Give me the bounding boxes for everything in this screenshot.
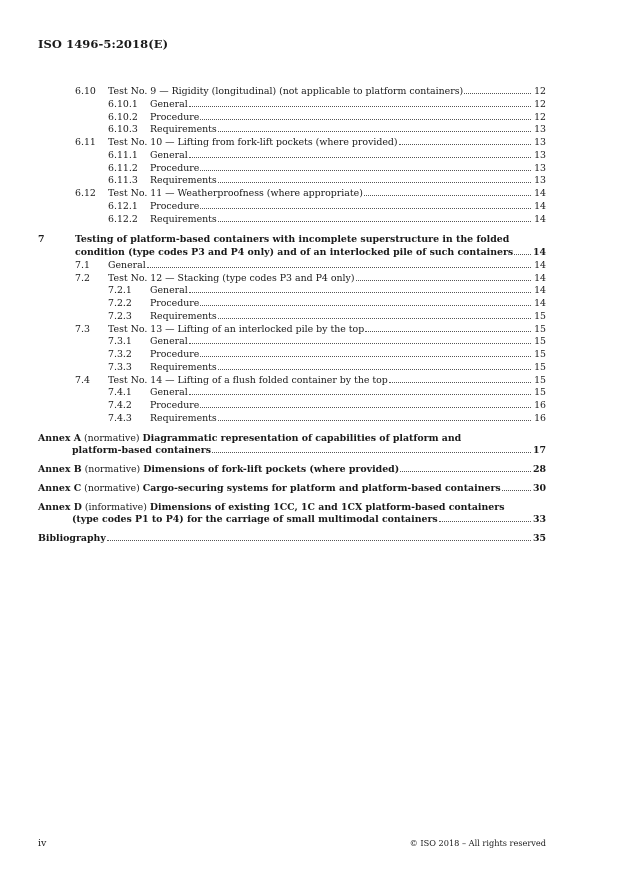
toc-entry[interactable] bbox=[0, 413, 620, 426]
annex-label: Annex D bbox=[38, 501, 82, 513]
toc-entry[interactable] bbox=[0, 112, 620, 125]
toc-entry[interactable] bbox=[0, 214, 620, 227]
toc-number: 6.12.2 bbox=[108, 213, 138, 225]
toc-entry[interactable] bbox=[0, 260, 620, 273]
toc-page: 12 bbox=[534, 111, 546, 123]
leader-dots bbox=[464, 92, 531, 94]
toc-page: 13 bbox=[534, 175, 546, 187]
toc-title: Procedure bbox=[150, 298, 200, 309]
leader-dots bbox=[400, 470, 531, 472]
toc-entry[interactable] bbox=[0, 362, 620, 375]
leader-dots bbox=[200, 406, 531, 408]
toc-entry[interactable] bbox=[0, 99, 620, 112]
toc-title: General bbox=[150, 149, 188, 161]
toc-entry[interactable] bbox=[0, 163, 620, 176]
leader-dots bbox=[218, 130, 531, 132]
toc-number: 7.2.2 bbox=[108, 298, 132, 309]
leader-dots bbox=[189, 156, 531, 158]
toc-number: 7.3.2 bbox=[108, 349, 132, 360]
toc-title: General bbox=[150, 285, 188, 297]
toc-entry[interactable] bbox=[0, 124, 620, 137]
toc-title: Requirements bbox=[150, 175, 217, 187]
leader-dots bbox=[200, 304, 531, 306]
toc-number: 6.11.1 bbox=[108, 149, 138, 161]
toc-page: 12 bbox=[534, 86, 546, 97]
toc-entry[interactable] bbox=[0, 201, 620, 214]
toc-title: General bbox=[150, 387, 188, 399]
toc-title-line-1: Testing of platform-based containers with incomplete superstructure in the folded bbox=[75, 234, 510, 246]
toc-number: 7.4.2 bbox=[108, 400, 132, 411]
toc-page: 16 bbox=[534, 400, 546, 411]
leader-dots bbox=[218, 220, 531, 222]
annex-kind: (informative) bbox=[84, 501, 147, 513]
toc-title-line-2: condition (type codes P3 and P4 only) and of an interlocked pile of such containers bbox=[75, 247, 514, 258]
toc-entry[interactable] bbox=[0, 375, 620, 388]
toc-entry[interactable] bbox=[0, 175, 620, 188]
toc-title: Requirements bbox=[150, 412, 217, 424]
toc-number: 6.11.2 bbox=[108, 162, 138, 174]
toc-page: 14 bbox=[532, 247, 546, 258]
toc-bibliography[interactable] bbox=[0, 533, 620, 546]
leader-dots bbox=[439, 520, 531, 522]
leader-dots bbox=[399, 143, 531, 145]
leader-dots bbox=[189, 342, 531, 344]
toc-entry[interactable] bbox=[0, 400, 620, 413]
toc-annex-a[interactable] bbox=[0, 433, 620, 459]
leader-dots bbox=[218, 181, 531, 183]
annex-label: Annex B bbox=[38, 464, 82, 475]
toc-entry[interactable] bbox=[0, 188, 620, 201]
toc-page: 28 bbox=[532, 464, 546, 475]
leader-dots bbox=[218, 317, 531, 319]
toc-page: 13 bbox=[534, 162, 546, 174]
toc-title: Requirements bbox=[150, 361, 217, 373]
annex-title: Dimensions of fork-lift pockets (where provided) bbox=[143, 464, 400, 475]
leader-dots bbox=[218, 419, 531, 421]
toc-page: 33 bbox=[532, 514, 546, 526]
page-number: iv bbox=[38, 838, 47, 849]
toc-page: 30 bbox=[532, 482, 546, 494]
toc-number: 6.11 bbox=[75, 137, 96, 148]
toc-title: Test No. 13 — Lifting of an interlocked pile by the top bbox=[108, 323, 365, 335]
toc-entry[interactable] bbox=[0, 387, 620, 400]
toc-entry[interactable] bbox=[0, 336, 620, 349]
toc-title: Requirements bbox=[150, 213, 217, 225]
annex-label: Annex C bbox=[38, 482, 82, 494]
toc-entry[interactable] bbox=[0, 349, 620, 362]
annex-title-line-1: Diagrammatic representation of capabilities of platform and bbox=[142, 432, 462, 444]
toc-title: General bbox=[150, 98, 188, 110]
toc-number: 7.4.1 bbox=[108, 387, 132, 399]
toc-number: 7.2 bbox=[75, 272, 90, 284]
annex-title-line-2: (type codes P1 to P4) for the carriage of small multimodal containers bbox=[72, 514, 438, 526]
toc-page: 14 bbox=[534, 200, 546, 212]
toc-page: 15 bbox=[534, 374, 546, 386]
toc-title: General bbox=[150, 336, 188, 348]
leader-dots bbox=[502, 489, 531, 491]
toc-section-6 bbox=[0, 86, 620, 226]
leader-dots bbox=[389, 381, 531, 383]
toc-number: 6.10 bbox=[75, 86, 96, 97]
copyright-notice: © ISO 2018 – All rights reserved bbox=[409, 838, 546, 848]
toc-title: Test No. 9 — Rigidity (longitudinal) (not applicable to platform containers) bbox=[108, 86, 464, 97]
toc-page: 14 bbox=[534, 272, 546, 284]
toc-number: 7.3.1 bbox=[108, 336, 132, 348]
annex-title-line-1: Dimensions of existing 1CC, 1C and 1CX platform-based containers bbox=[149, 501, 505, 513]
toc-page: 14 bbox=[534, 285, 546, 297]
document-id: ISO 1496-5:2018(E) bbox=[38, 37, 169, 51]
leader-dots bbox=[356, 279, 532, 281]
toc-page: 15 bbox=[534, 323, 546, 335]
toc-title: Test No. 14 — Lifting of a flush folded container by the top bbox=[108, 374, 388, 386]
leader-dots bbox=[364, 194, 531, 196]
toc-page: 16 bbox=[534, 412, 546, 424]
toc-number: 6.10.2 bbox=[108, 111, 138, 123]
toc-number: 6.11.3 bbox=[108, 175, 138, 187]
annex-title-line-2: platform-based containers bbox=[72, 445, 211, 457]
leader-dots bbox=[147, 266, 531, 268]
toc-section-7-entries bbox=[0, 260, 620, 426]
toc-entry[interactable] bbox=[0, 285, 620, 298]
toc-number: 6.10.3 bbox=[108, 124, 138, 136]
toc-page: 14 bbox=[534, 213, 546, 225]
toc-title: Procedure bbox=[150, 111, 200, 123]
annex-kind: (normative) bbox=[83, 432, 140, 444]
toc-page: 15 bbox=[534, 310, 546, 322]
leader-dots bbox=[514, 253, 531, 255]
toc-page: 14 bbox=[534, 259, 546, 271]
leader-dots bbox=[200, 355, 531, 357]
toc-title: Test No. 10 — Lifting from fork-lift pockets (where provided) bbox=[108, 137, 398, 148]
toc-number: 7.4 bbox=[75, 374, 90, 386]
annex-kind: (normative) bbox=[84, 464, 141, 475]
toc-number: 6.12.1 bbox=[108, 200, 138, 212]
toc-page: 15 bbox=[534, 361, 546, 373]
annex-kind: (normative) bbox=[84, 482, 140, 494]
toc-title: Test No. 11 — Weatherproofness (where appropriate) bbox=[108, 188, 363, 199]
bibliography-title: Bibliography bbox=[38, 533, 106, 544]
toc-page: 15 bbox=[534, 336, 546, 348]
annex-title: Cargo-securing systems for platform and platform-based containers bbox=[142, 482, 501, 494]
leader-dots bbox=[107, 539, 531, 541]
leader-dots bbox=[189, 393, 531, 395]
toc-title: Procedure bbox=[150, 162, 200, 174]
toc-page: 15 bbox=[534, 349, 546, 360]
toc-annex-b[interactable] bbox=[0, 464, 620, 477]
leader-dots bbox=[365, 330, 531, 332]
leader-dots bbox=[200, 169, 531, 171]
toc-page: 35 bbox=[532, 533, 546, 544]
toc-annex-c[interactable] bbox=[0, 483, 620, 496]
toc-entry-section-7[interactable] bbox=[0, 234, 620, 260]
toc-number: 7.2.3 bbox=[108, 310, 132, 322]
toc-title: General bbox=[108, 259, 146, 271]
toc-number: 6.10.1 bbox=[108, 98, 138, 110]
table-of-contents bbox=[0, 86, 620, 546]
toc-annex-d[interactable] bbox=[0, 502, 620, 528]
toc-page: 13 bbox=[534, 149, 546, 161]
toc-number: 7.3.3 bbox=[108, 361, 132, 373]
toc-entry[interactable] bbox=[0, 86, 620, 99]
toc-entry[interactable] bbox=[0, 311, 620, 324]
toc-number: 7 bbox=[38, 234, 45, 246]
toc-page: 15 bbox=[534, 387, 546, 399]
toc-number: 6.12 bbox=[75, 188, 96, 199]
toc-entry[interactable] bbox=[0, 150, 620, 163]
leader-dots bbox=[200, 207, 531, 209]
toc-entry[interactable] bbox=[0, 324, 620, 337]
toc-title: Procedure bbox=[150, 349, 200, 360]
toc-title: Procedure bbox=[150, 200, 200, 212]
toc-title: Procedure bbox=[150, 400, 200, 411]
toc-page: 12 bbox=[534, 98, 546, 110]
annex-label: Annex A bbox=[38, 432, 81, 444]
leader-dots bbox=[218, 368, 531, 370]
toc-number: 7.1 bbox=[75, 259, 90, 271]
toc-title: Requirements bbox=[150, 310, 217, 322]
toc-number: 7.4.3 bbox=[108, 412, 132, 424]
toc-title: Requirements bbox=[150, 124, 217, 136]
toc-entry[interactable] bbox=[0, 273, 620, 286]
toc-page: 13 bbox=[534, 137, 546, 148]
toc-page: 13 bbox=[534, 124, 546, 136]
toc-title: Test No. 12 — Stacking (type codes P3 and P4 only) bbox=[108, 272, 355, 284]
toc-entry[interactable] bbox=[0, 137, 620, 150]
toc-page: 14 bbox=[534, 188, 546, 199]
toc-number: 7.2.1 bbox=[108, 285, 132, 297]
toc-page: 14 bbox=[534, 298, 546, 309]
toc-entry[interactable] bbox=[0, 298, 620, 311]
leader-dots bbox=[189, 105, 531, 107]
leader-dots bbox=[212, 451, 531, 453]
toc-number: 7.3 bbox=[75, 323, 90, 335]
leader-dots bbox=[200, 118, 531, 120]
toc-page: 17 bbox=[532, 445, 546, 457]
leader-dots bbox=[189, 291, 531, 293]
